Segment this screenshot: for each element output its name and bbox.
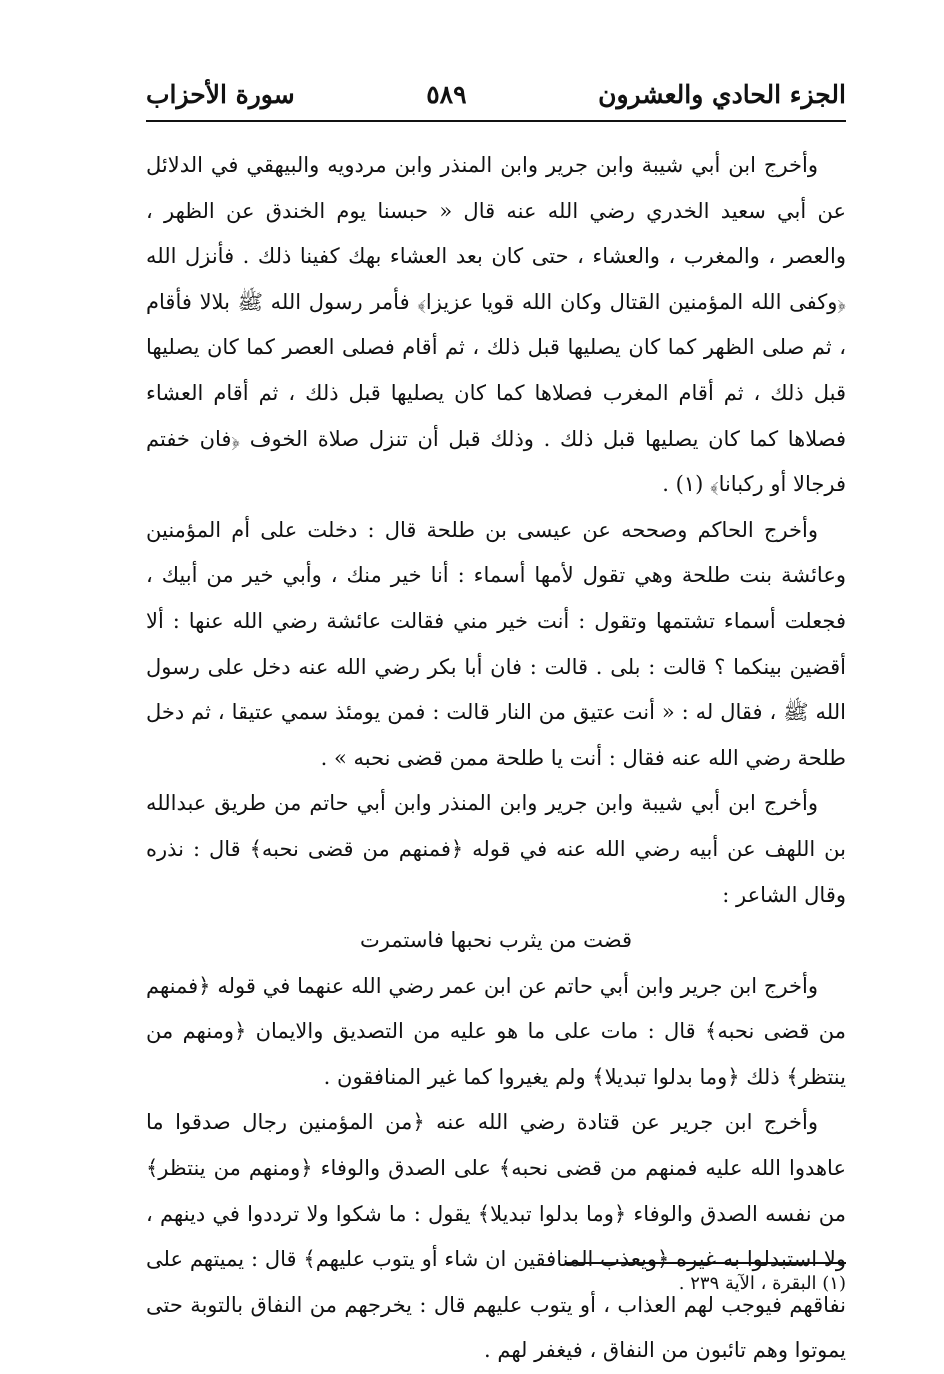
paragraph: وأخرج ابن جرير وابن أبي حاتم عن ابن عمر رضي الله عنهما في قوله ﴿فمنهم من قضى نحبه﴾ قال : مات على ما هو عليه من التصديق والايمان ﴿ومنهم من ينتظر﴾ ذلك ﴿وما بدلوا تبديلا﴾ ولم يغيروا كما غير المنافقون . <box>146 973 846 1089</box>
footnote: (١) البقرة ، الآية ٢٣٩ . <box>678 1273 846 1294</box>
footnote-divider <box>566 1262 846 1264</box>
paragraph: وأخرج ابن أبي شيبة وابن جرير وابن المنذر وابن مردويه والبيهقي في الدلائل عن أبي سعيد الخدري رضي الله عنه قال « حبسنا يوم الخندق عن الظهر ، والعصر ، والمغرب ، والعشاء ، حتى كان بعد العشاء بهك كفينا ذلك . فأنزل الله ﴿وكفى الله المؤمنين القتال وكان الله قويا عزيزا﴾ فأمر رسول الله ﷺ بلالا فأقام ، ثم صلى الظهر كما كان يصليها قبل ذلك ، ثم أقام فصلى العصر كما كان يصليها قبل ذلك ، ثم أقام المغرب فصلاها كما كان يصليها قبل ذلك ، ثم أقام العشاء فصلاها كما كان يصليها قبل ذلك . وذلك قبل أن تنزل صلاة الخوف ﴿فان خفتم فرجالا أو ركبانا﴾ (١) . <box>146 153 846 497</box>
page-number: ٥٨٩ <box>426 79 467 109</box>
poetry-verse: قضت من يثرب نحبها فاستمرت <box>359 928 633 953</box>
paragraph: وأخرج الحاكم وصححه عن عيسى بن طلحة قال : دخلت على أم المؤمنين وعائشة بنت طلحة وهي تقول لأمها أسماء : أنا خير منك ، وأبي خير من أبيك ، فجعلت أسماء تشتمها وتقول : أنت خير مني فقالت عائشة رضي الله عنها : ألا أقضين بينكما ؟ قالت : بلى . قالت : فان أبا بكر رضي الله عنه دخل على رسول الله ﷺ ، فقال له : « أنت عتيق من النار قالت : فمن يومئذ سمي عتيقا ، ثم دخل طلحة رضي الله عنه فقال : أنت يا طلحة ممن قضى نحبه » . <box>146 517 846 770</box>
paragraph: وأخرج ابن أبي شيبة وابن جرير وابن المنذر وابن أبي حاتم من طريق عبدالله بن اللهف عن أبيه رضي الله عنه في قوله ﴿فمنهم من قضى نحبه﴾ قال : نذره وقال الشاعر : <box>146 791 846 907</box>
volume-title: الجزء الحادي والعشرون <box>598 79 846 109</box>
page-header <box>146 74 846 114</box>
header-divider <box>146 120 846 122</box>
surah-title: سورة الأحزاب <box>146 79 295 109</box>
paragraph: وأخرج ابن جرير عن قتادة رضي الله عنه ﴿من المؤمنين رجال صدقوا ما عاهدوا الله عليه فمنهم من قضى نحبه﴾ على الصدق والوفاء ﴿ومنهم من ينتظر﴾ من نفسه الصدق والوفاء ﴿وما بدلوا تبديلا﴾ يقول : ما شكوا ولا ترددوا في دينهم ، ولا استبدلوا به غيره ﴿ويعذب المنافقين ان شاء أو يتوب عليهم﴾ قال : يميتهم على نفاقهم فيوجب لهم العذاب ، أو يتوب عليهم قال : يخرجهم من النفاق بالتوبة حتى يموتوا وهم تائبون من النفاق ، فيغفر لهم . <box>146 1110 846 1363</box>
main-text <box>146 143 846 1374</box>
